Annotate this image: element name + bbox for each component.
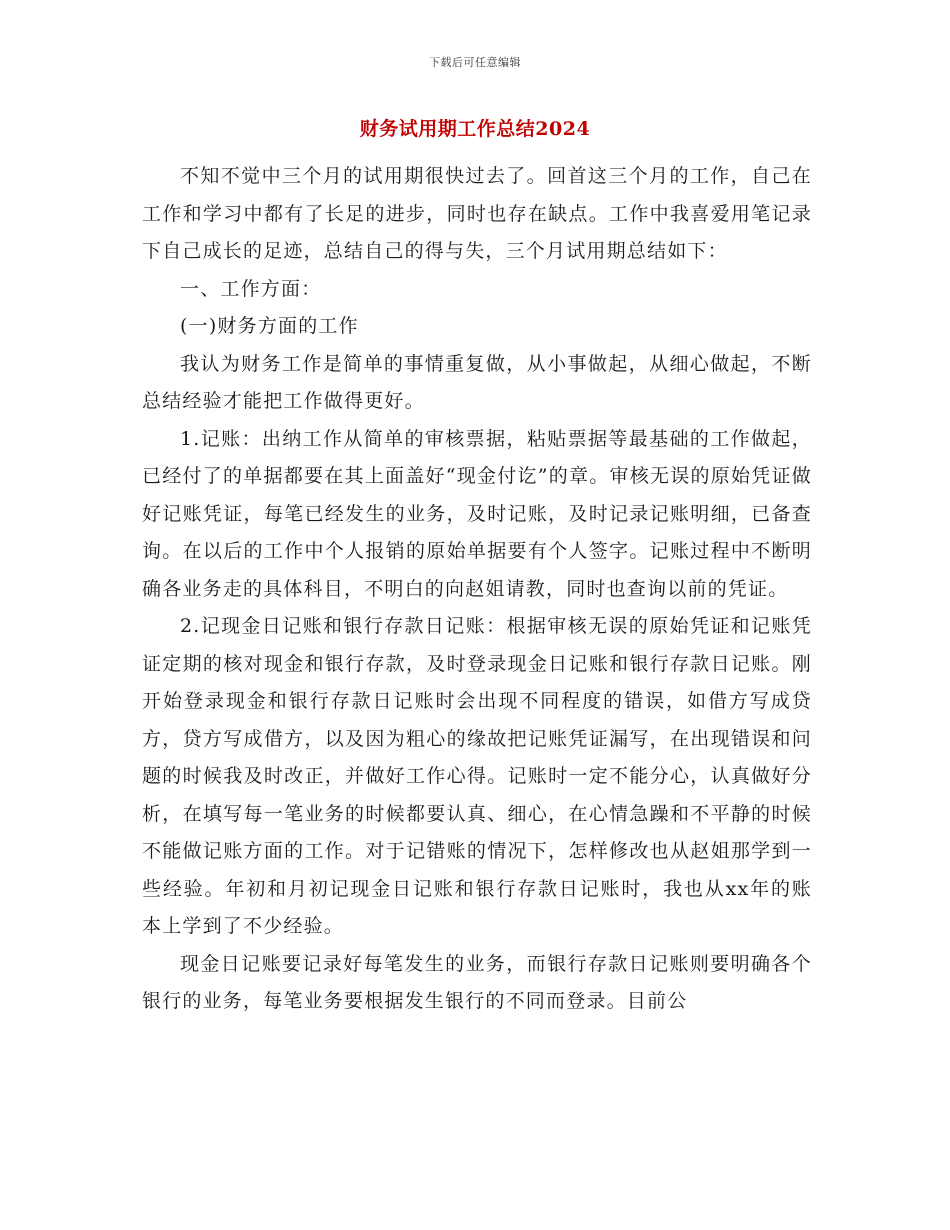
- subsection-heading-finance: (一)财务方面的工作: [180, 315, 359, 337]
- paragraph-finance-view: 我认为财务工作是简单的事情重复做，从小事做起，从细心做起，不断总结经验才能把工作做得更好。: [142, 352, 812, 412]
- paragraph-journals: 2.记现金日记账和银行存款日记账：根据审核无误的原始凭证和记账凭证定期的核对现金和银行存款，及时登录现金日记账和银行存款日记账。刚开始登录现金和银行存款日记账时会出现不同程度的错误，如借方写成贷方，贷方写成借方，以及因为粗心的缘故把记账凭证漏写，在出现错误和问题的时候我及时改正，并做好工作心得。记账时一定不能分心，认真做好分析，在填写每一笔业务的时候都要认真、细心，在心情急躁和不平静的时候不能做记账方面的工作。对于记错账的情况下，怎样修改也从赵姐那学到一些经验。年初和月初记现金日记账和银行存款日记账时，我也从xx年的账本上学到了不少经验。: [142, 615, 812, 937]
- paragraph-bookkeeping: 1.记账：出纳工作从简单的审核票据，粘贴票据等最基础的工作做起，已经付了的单据都要在其上面盖好“现金付讫”的章。审核无误的原始凭证做好记账凭证，每笔已经发生的业务，及时记账，及时记录记账明细，已备查询。在以后的工作中个人报销的原始单据要有个人签字。记账过程中不断明确各业务走的具体科目，不明白的向赵姐请教，同时也查询以前的凭证。: [142, 427, 812, 600]
- paragraph-intro: 不知不觉中三个月的试用期很快过去了。回首这三个月的工作，自己在工作和学习中都有了长足的进步，同时也存在缺点。工作中我喜爱用笔记录下自己成长的足迹，总结自己的得与失，三个月试用期总结如下：: [142, 165, 812, 262]
- section-heading-work: 一、工作方面：: [180, 277, 322, 300]
- document-body: [142, 158, 812, 1021]
- document-title: 财务试用期工作总结2024: [359, 118, 591, 140]
- header-note: 下载后可任意编辑: [429, 56, 521, 69]
- paragraph-cash-journal: 现金日记账要记录好每笔发生的业务，而银行存款日记账则要明确各个银行的业务，每笔业务要根据发生银行的不同而登录。目前公: [142, 952, 812, 1012]
